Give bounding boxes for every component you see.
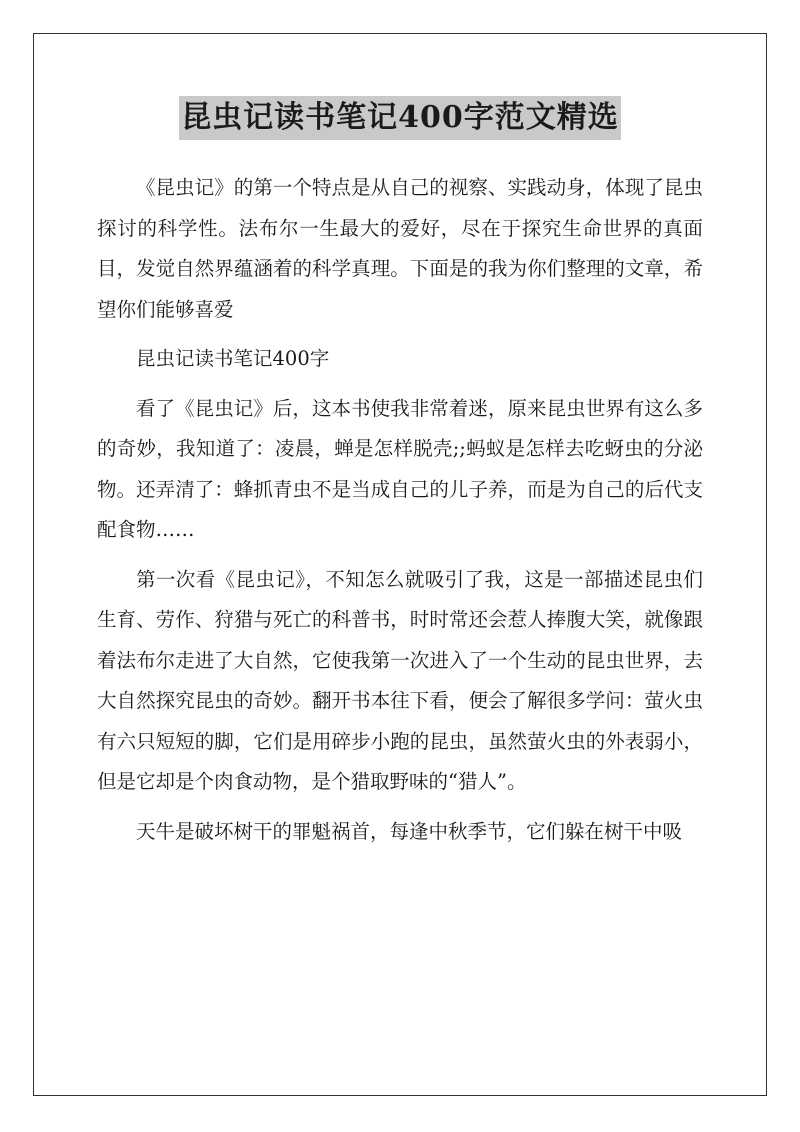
paragraph-1: 看了《昆虫记》后，这本书使我非常着迷，原来昆虫世界有这么多的奇妙，我知道了：凌晨，蝉是怎样脱壳;;蚂蚁是怎样去吃蚜虫的分泌物。还弄清了：蜂抓青虫不是当成自己的儿子养，而是为自己的后代支配食物…… <box>97 396 703 541</box>
document-title: 昆虫记读书笔记400字范文精选 <box>179 96 621 140</box>
document-body <box>97 168 703 861</box>
title-container <box>0 96 800 140</box>
section-heading: 昆虫记读书笔记400字 <box>136 347 330 370</box>
paragraph-intro: 《昆虫记》的第一个特点是从自己的视察、实践动身，体现了昆虫探讨的科学性。法布尔一生最大的爱好，尽在于探究生命世界的真面目，发觉自然界蕴涵着的科学真理。下面是的我为你们整理的文章，希望你们能够喜爱 <box>97 176 703 321</box>
paragraph-3: 天牛是破坏树干的罪魁祸首，每逢中秋季节，它们躲在树干中吸 <box>136 819 683 843</box>
paragraph-2: 第一次看《昆虫记》，不知怎么就吸引了我，这是一部描述昆虫们生育、劳作、狩猎与死亡的科普书，时时常还会惹人捧腹大笑，就像跟着法布尔走进了大自然，它使我第一次进入了一个生动的昆虫世界，去大自然探究昆虫的奇妙。翻开书本往下看，便会了解很多学问：萤火虫有六只短短的脚，它们是用碎步小跑的昆虫，虽然萤火虫的外表弱小，但是它却是个肉食动物，是个猎取野味的“猎人”。 <box>97 567 703 793</box>
